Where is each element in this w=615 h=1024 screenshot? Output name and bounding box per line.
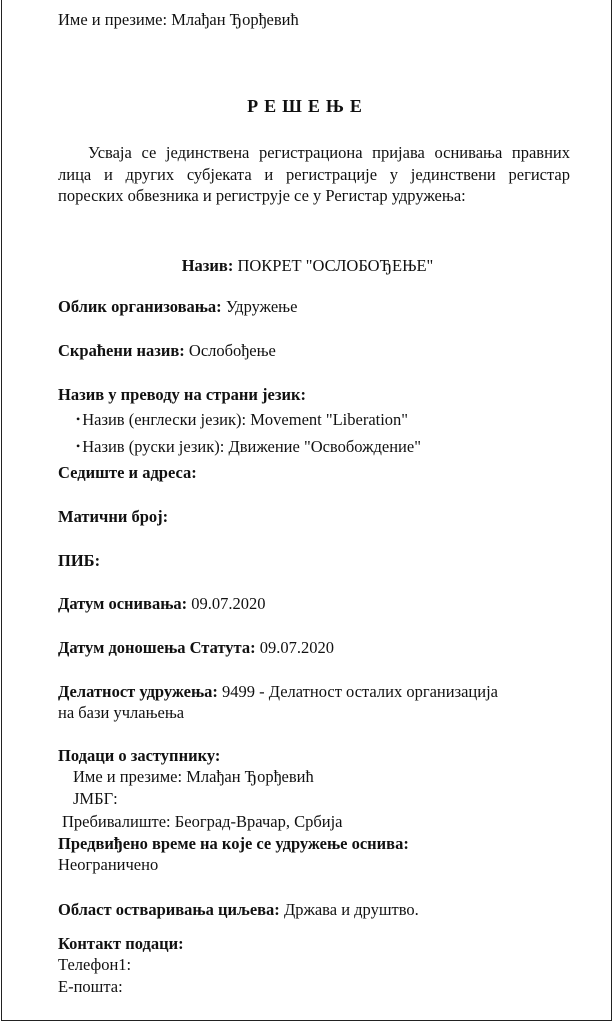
foreign-name-russian-value: Движение "Освобождение" (228, 437, 421, 456)
short-name-row (58, 341, 276, 361)
name-label: Назив: (181, 256, 234, 275)
goals-row (58, 900, 419, 920)
header-name-label: Име и презиме: (58, 10, 168, 29)
contact-phone: Телефон1: (58, 955, 132, 974)
foreign-name-russian (76, 436, 421, 457)
short-name-label: Скраћени назив: (58, 341, 185, 360)
statute-date-row (58, 638, 334, 658)
reg-number-label: Матични број: (58, 507, 169, 526)
founding-date-label: Датум оснивања: (58, 594, 188, 613)
representative-heading: Подаци о заступнику: (58, 746, 221, 765)
foreign-names-heading: Назив у преводу на страни језик: (58, 385, 306, 404)
header-name (58, 10, 299, 30)
goals-value: Држава и друштво. (283, 900, 419, 919)
bullet-icon: • (76, 439, 81, 453)
form-value: Удружење (225, 297, 298, 316)
address-label: Седиште и адреса: (58, 463, 197, 482)
form-row (58, 297, 297, 317)
header-name-value: Млађан Ђорђевић (171, 10, 299, 29)
founding-date-value: 09.07.2020 (191, 594, 266, 613)
intro-paragraph: Усваја се јединствена регистрациона пријава оснивања правних лица и других субјеката и регистрације у јединствени регистар пореских обвезника и региструје се у Регистар удружења: (58, 143, 570, 205)
goals-label: Област остваривања циљева: (58, 900, 280, 919)
statute-date-label: Датум доношења Статута: (58, 638, 256, 657)
name-value: ПОКРЕТ "ОСЛОБОЂЕЊЕ" (237, 256, 434, 275)
name-row (0, 256, 615, 276)
short-name-value: Ослобођење (188, 341, 276, 360)
representative-residence: Пребивалиште: Београд-Врачар, Србија (62, 812, 343, 831)
activity-label: Делатност удружења: (58, 682, 218, 701)
foreign-name-english-value: Movement "Liberation" (250, 410, 409, 429)
contact-heading: Контакт подаци: (58, 934, 184, 953)
contact-email: Е-пошта: (58, 977, 123, 996)
bullet-icon: • (76, 412, 81, 426)
representative-jmbg: ЈМБГ: (73, 789, 118, 808)
document-title: РЕШЕЊЕ (247, 96, 368, 116)
pib-label: ПИБ: (58, 551, 101, 570)
founding-date-row (58, 594, 265, 614)
foreign-name-english (76, 409, 408, 430)
statute-date-value: 09.07.2020 (259, 638, 334, 657)
activity-value-line2: на бази учлањења (58, 703, 185, 722)
duration-label: Предвиђено време на које се удружење оснива: (58, 834, 409, 853)
activity-value-line1: 9499 - Делатност осталих организација (222, 682, 498, 701)
foreign-name-english-label: Назив (енглески језик): (82, 410, 247, 429)
duration-value: Неограничено (58, 855, 159, 874)
form-label: Облик организовања: (58, 297, 222, 316)
representative-name: Име и презиме: Млађан Ђорђевић (73, 767, 314, 786)
foreign-name-russian-label: Назив (руски језик): (82, 437, 225, 456)
activity-row (58, 682, 498, 702)
